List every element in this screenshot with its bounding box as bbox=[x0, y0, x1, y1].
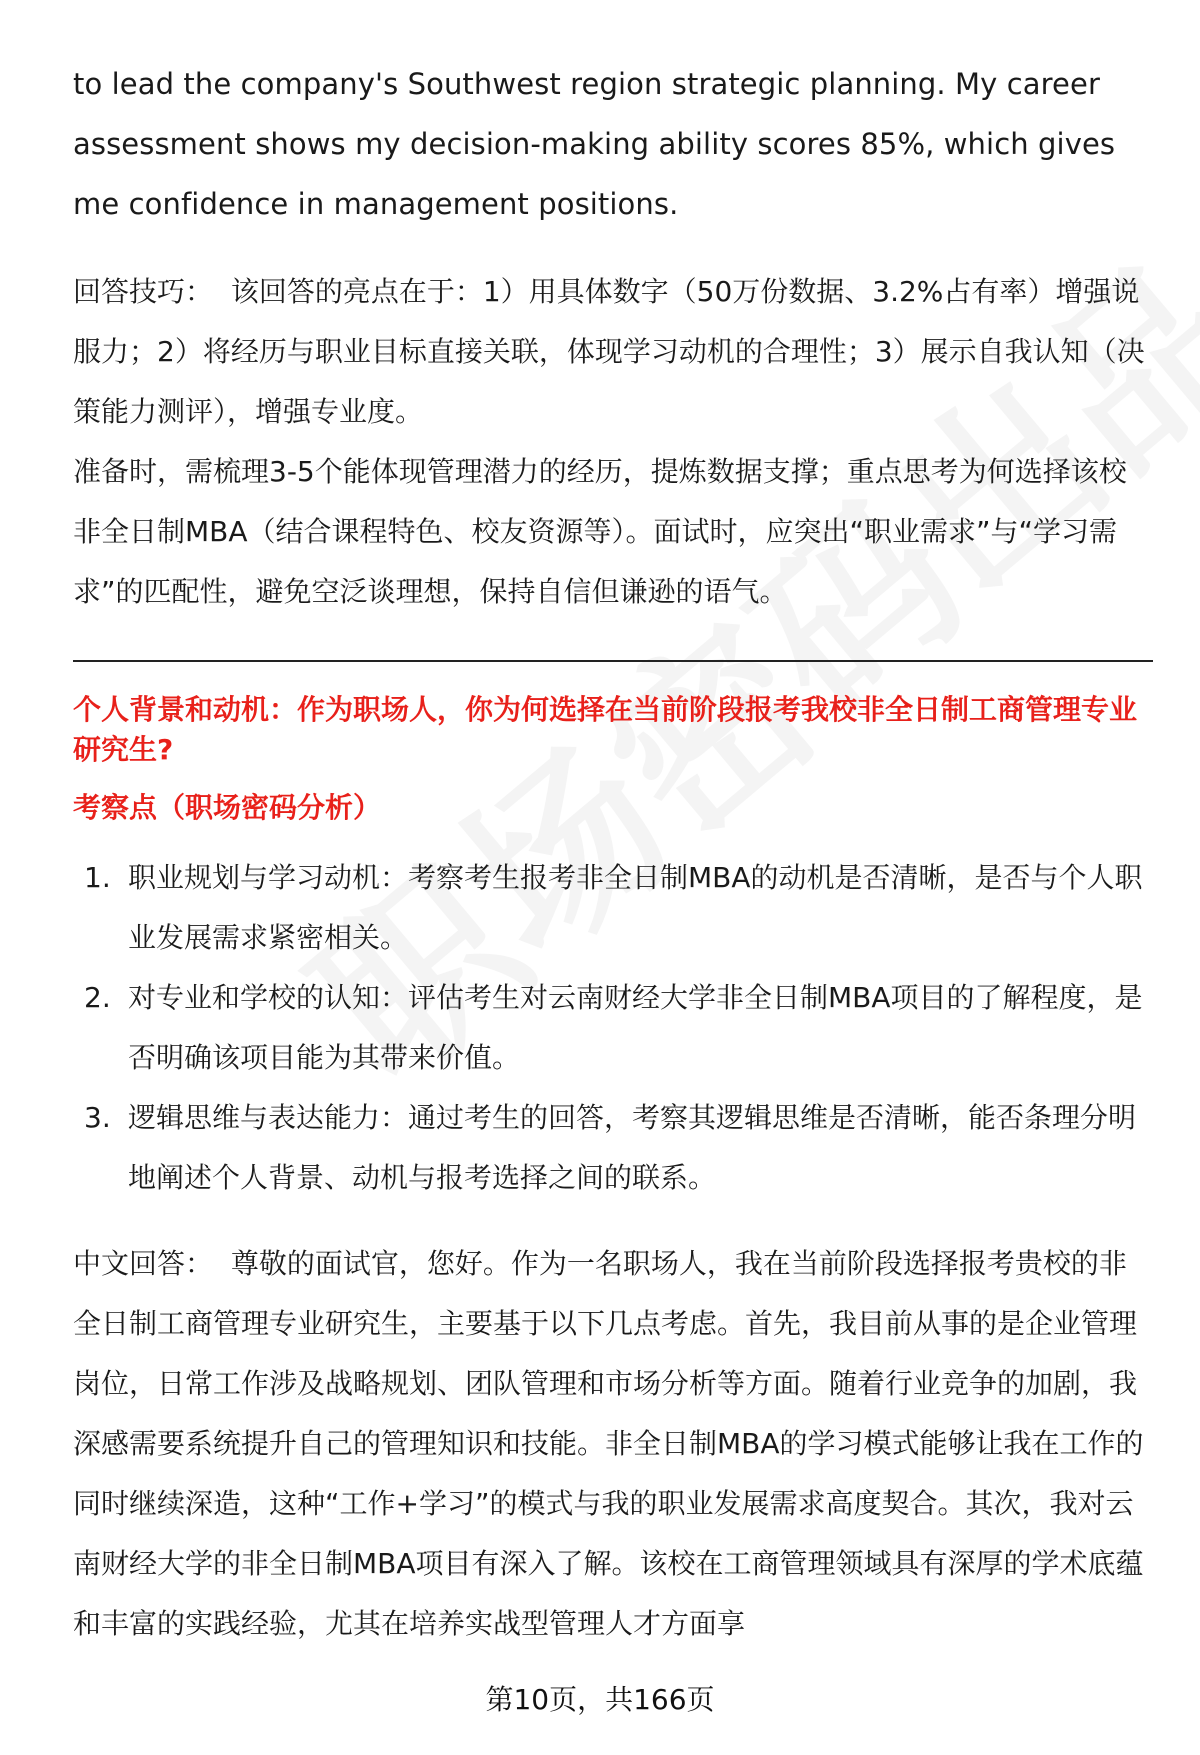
tips-paragraph bbox=[73, 262, 1153, 442]
list-text: 职业规划与学习动机：考察考生报考非全日制MBA的动机是否清晰，是否与个人职业发展需求紧密相关。 bbox=[128, 861, 1143, 954]
list-item bbox=[73, 968, 1153, 1088]
tips-text: 该回答的亮点在于：1）用具体数字（50万份数据、3.2%占有率）增强说服力；2）将经历与职业目标直接关联，体现学习动机的合理性；3）展示自我认知（决策能力测评），增强专业度。 bbox=[73, 275, 1145, 428]
list-text: 对专业和学校的认知：评估考生对云南财经大学非全日制MBA项目的了解程度，是否明确该项目能为其带来价值。 bbox=[128, 981, 1143, 1074]
document-page bbox=[73, 54, 1153, 1654]
tips-label: 回答技巧： bbox=[73, 275, 214, 308]
list-item bbox=[73, 1088, 1153, 1208]
list-number: 1. bbox=[84, 861, 111, 894]
question-subhead: 考察点（职场密码分析） bbox=[73, 791, 382, 824]
list-number: 2. bbox=[84, 981, 111, 1014]
question-title: 个人背景和动机：作为职场人，你为何选择在当前阶段报考我校非全日制工商管理专业研究生? bbox=[73, 693, 1138, 766]
section-divider bbox=[73, 660, 1153, 662]
list-item bbox=[73, 848, 1153, 968]
intro-paragraph: to lead the company's Southwest region strategic planning. My career assessment shows my decision-making ability scores 85%, which gives me confidence in management positions. bbox=[73, 67, 1116, 221]
answer-paragraph bbox=[73, 1234, 1153, 1654]
answer-text: 尊敬的面试官，您好。作为一名职场人，我在当前阶段选择报考贵校的非全日制工商管理专业研究生，主要基于以下几点考虑。首先，我目前从事的是企业管理岗位，日常工作涉及战略规划、团队管理和市场分析等方面。随着行业竞争的加剧，我深感需要系统提升自己的管理知识和技能。非全日制MBA的学习模式能够让我在工作的同时继续深造，这种“工作+学习”的模式与我的职业发展需求高度契合。其次，我对云南财经大学的非全日制MBA项目有深入了解。该校在工商管理领域具有深厚的学术底蕴和丰富的实践经验，尤其在培养实战型管理人才方面享 bbox=[73, 1247, 1144, 1640]
assessment-points bbox=[73, 848, 1153, 1208]
answer-label: 中文回答： bbox=[73, 1247, 214, 1280]
prep-paragraph: 准备时，需梳理3-5个能体现管理潜力的经历，提炼数据支撑；重点思考为何选择该校非全日制MBA（结合课程特色、校友资源等）。面试时，应突出“职业需求”与“学习需求”的匹配性，避免空泛谈理想，保持自信但谦逊的语气。 bbox=[73, 455, 1127, 608]
list-text: 逻辑思维与表达能力：通过考生的回答，考察其逻辑思维是否清晰，能否条理分明地阐述个人背景、动机与报考选择之间的联系。 bbox=[128, 1101, 1137, 1194]
page-footer: 第10页，共166页 bbox=[485, 1683, 715, 1716]
list-number: 3. bbox=[84, 1101, 111, 1134]
